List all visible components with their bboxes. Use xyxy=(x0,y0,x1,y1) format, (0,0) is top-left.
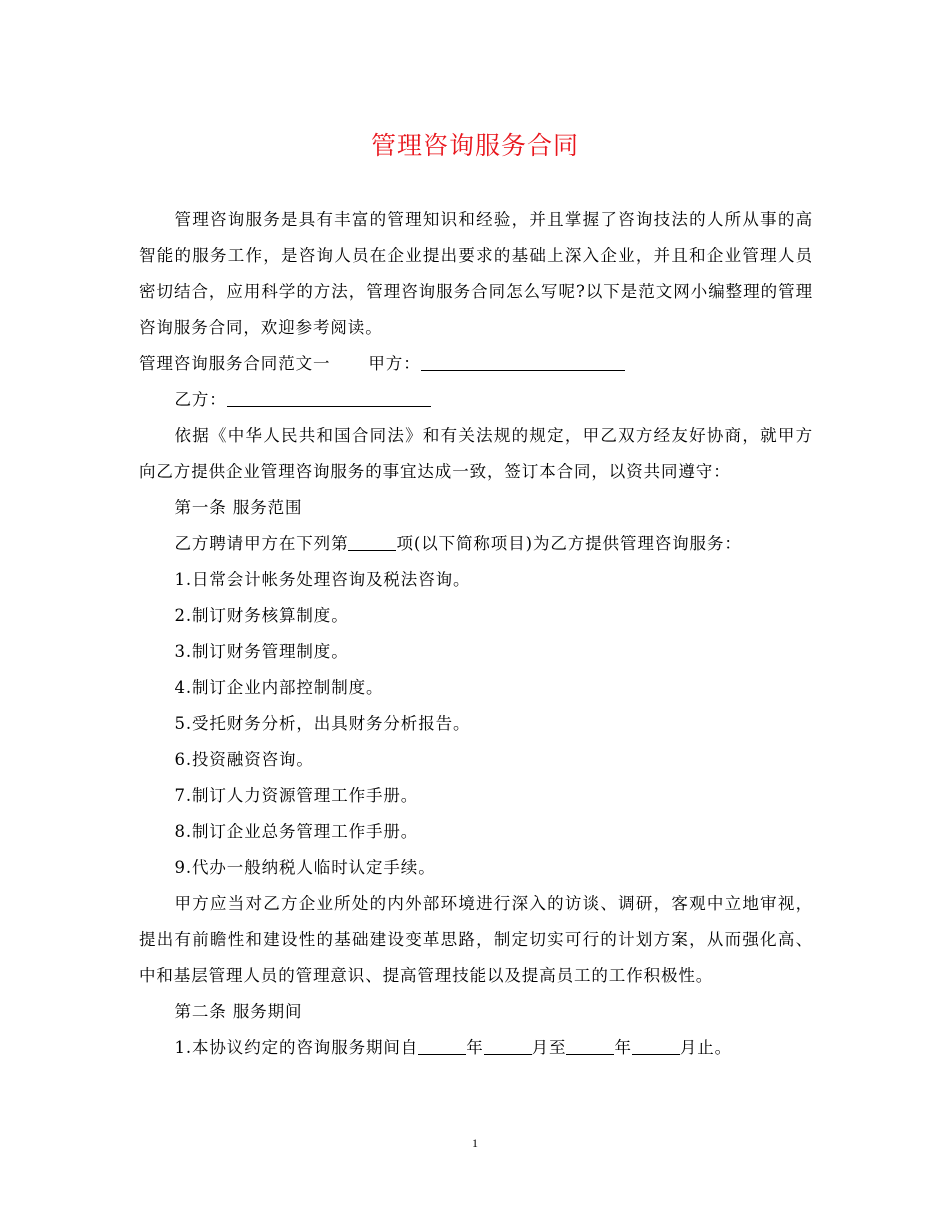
party-a-blank-field[interactable] xyxy=(421,353,625,371)
service-item-6: 6.投资融资咨询。 xyxy=(174,750,314,769)
end-month-label: 月止。 xyxy=(679,1038,733,1057)
end-year-label: 年 xyxy=(614,1038,632,1057)
article1-lead xyxy=(139,526,813,562)
service-item-1: 1.日常会计帐务处理咨询及税法咨询。 xyxy=(174,570,471,589)
service-item-3: 3.制订财务管理制度。 xyxy=(174,642,349,661)
article1-lead-before: 乙方聘请甲方在下列第 xyxy=(174,534,349,553)
sample-heading: 管理咨询服务合同范文一 xyxy=(139,354,331,373)
party-b-label: 乙方： xyxy=(174,390,227,409)
intro-paragraph: 管理咨询服务是具有丰富的管理知识和经验，并且掌握了咨询技法的人所从事的高智能的服务工作，是咨询人员在企业提出要求的基础上深入企业，并且和企业管理人员密切结合，应用科学的方法，管理咨询服务合同怎么写呢?以下是范文网小编整理的管理咨询服务合同，欢迎参考阅读。 xyxy=(139,210,813,337)
service-item-2: 2.制订财务核算制度。 xyxy=(174,606,349,625)
period-prefix: 1.本协议约定的咨询服务期间自 xyxy=(174,1038,419,1057)
service-item-8: 8.制订企业总务管理工作手册。 xyxy=(174,822,419,841)
party-b-line xyxy=(139,382,813,418)
preamble-paragraph: 依据《中华人民共和国合同法》和有关法规的规定，甲乙双方经友好协商，就甲方向乙方提供企业管理咨询服务的事宜达成一致，签订本合同，以资共同遵守： xyxy=(139,426,813,481)
service-item-7: 7.制订人力资源管理工作手册。 xyxy=(174,786,419,805)
start-year-blank-field[interactable] xyxy=(418,1037,466,1055)
sample-heading-line xyxy=(139,346,813,382)
item-number-blank-field[interactable] xyxy=(348,533,396,551)
service-item-9: 9.代办一般纳税人临时认定手续。 xyxy=(174,858,436,877)
party-a-label: 甲方： xyxy=(368,354,421,373)
page-number: 1 xyxy=(472,1136,478,1150)
service-item-4: 4.制订企业内部控制制度。 xyxy=(174,678,384,697)
start-month-label: 月至 xyxy=(531,1038,567,1057)
document-title: 管理咨询服务合同 xyxy=(370,131,579,160)
party-b-blank-field[interactable] xyxy=(227,389,431,407)
article2-item-1 xyxy=(139,1030,813,1066)
article2-heading: 第二条 服务期间 xyxy=(174,1002,303,1021)
end-month-blank-field[interactable] xyxy=(632,1037,680,1055)
start-year-label: 年 xyxy=(466,1038,484,1057)
article1-lead-after: 项(以下简称项目)为乙方提供管理咨询服务： xyxy=(396,534,742,553)
end-year-blank-field[interactable] xyxy=(566,1037,614,1055)
article1-closing-paragraph: 甲方应当对乙方企业所处的内外部环境进行深入的访谈、调研，客观中立地审视，提出有前瞻性和建设性的基础建设变革思路，制定切实可行的计划方案，从而强化高、中和基层管理人员的管理意识、提高管理技能以及提高员工的工作积极性。 xyxy=(139,894,813,985)
service-item-5: 5.受托财务分析，出具财务分析报告。 xyxy=(174,714,471,733)
article1-heading: 第一条 服务范围 xyxy=(174,498,303,517)
start-month-blank-field[interactable] xyxy=(484,1037,532,1055)
document-body xyxy=(139,202,813,1066)
